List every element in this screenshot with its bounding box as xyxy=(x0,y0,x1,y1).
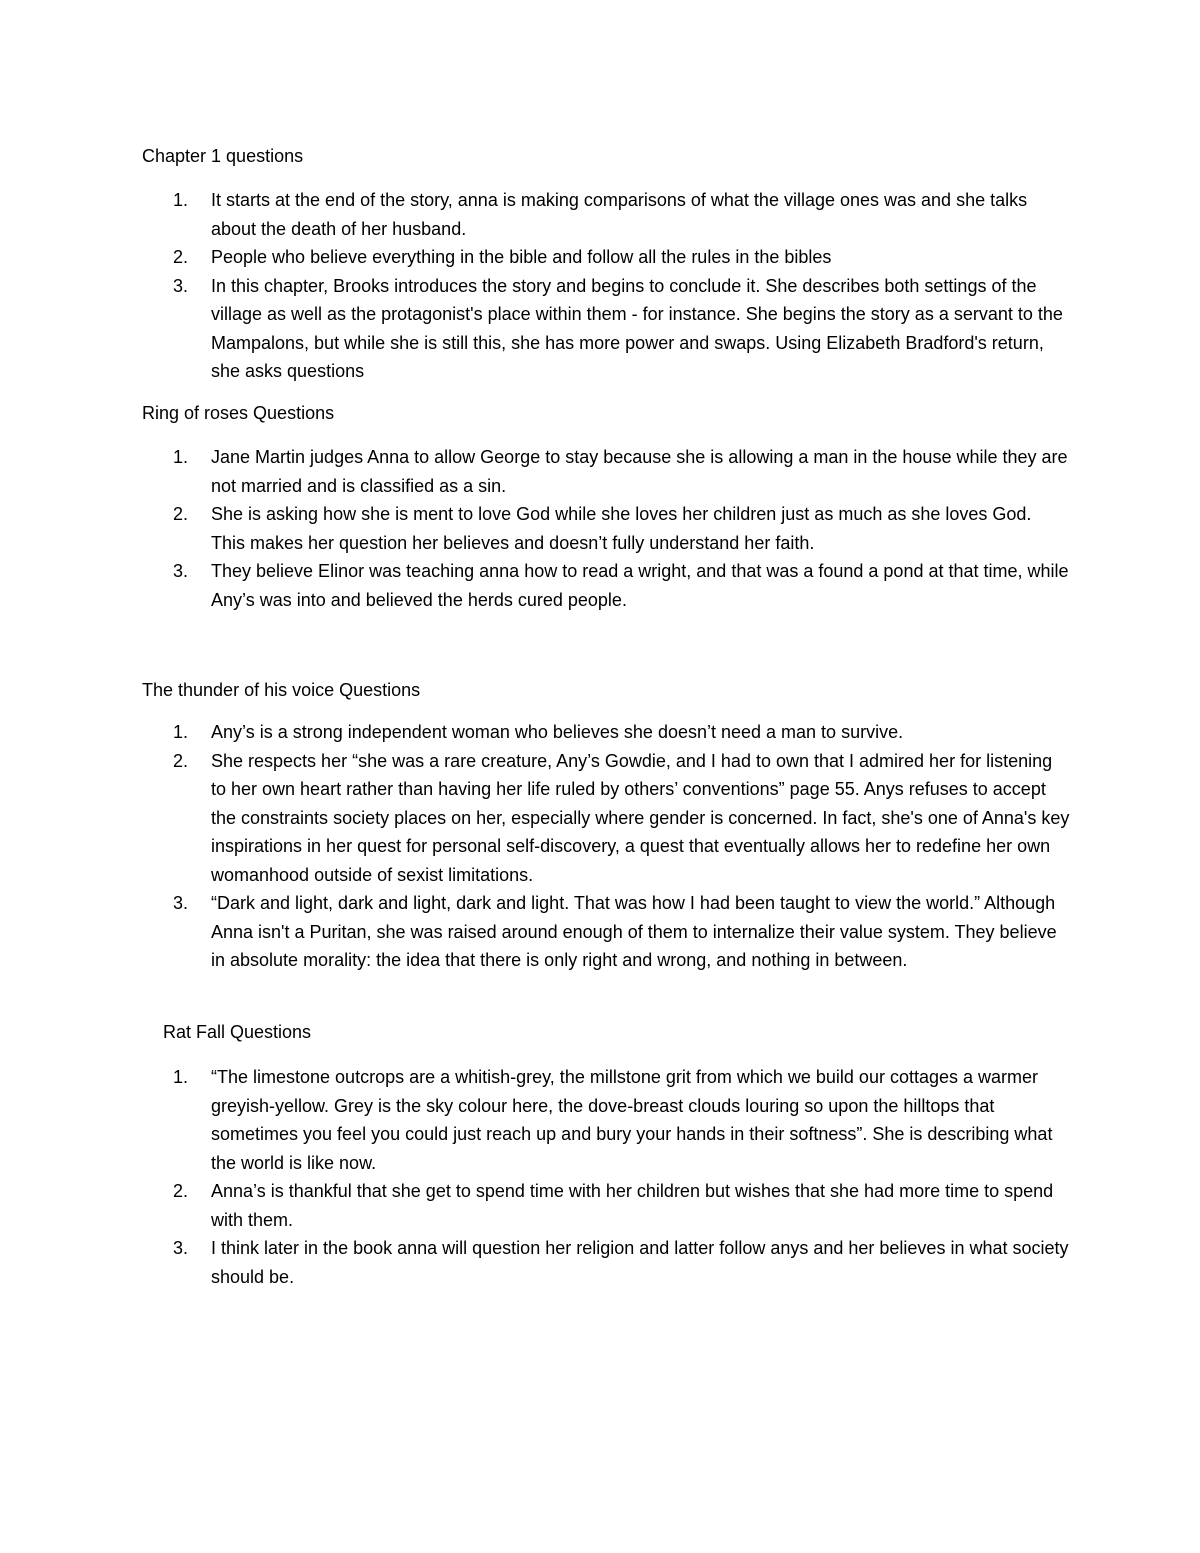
list-item-number: 3. xyxy=(173,561,189,581)
list-item-number: 3. xyxy=(173,275,189,296)
list-item-number: 2. xyxy=(173,1181,189,1201)
list-item xyxy=(0,889,1200,975)
section-heading-ring-of-roses: Ring of roses Questions xyxy=(142,403,335,423)
list-item-text: Jane Martin judges Anna to allow George to stay because she is allowing a man in the house while they are not married and is classified as a sin. xyxy=(211,447,1068,496)
list-item-number: 2. xyxy=(173,504,189,524)
list-item-number: 3. xyxy=(173,1238,189,1258)
section-heading-chapter-1: Chapter 1 questions xyxy=(142,146,304,166)
list-item-text: She respects her “she was a rare creature, Any’s Gowdie, and I had to own that I admired her for listening to her own heart rather than having her life ruled by others’ conventions” page 55. Anys refuses to accept the constraints society places on her, especially where gender is concerned. In fact, she's one of Anna's key inspirations in her quest for personal self-discovery, a quest that eventually allows her to redefine her own womanhood outside of sexist limitations. xyxy=(211,750,1070,885)
list-item-number: 3. xyxy=(173,893,189,913)
list-item-number: 2. xyxy=(173,750,189,771)
list-item-text: In this chapter, Brooks introduces the story and begins to conclude it. She describes both settings of the village as well as the protagonist's place within them - for instance. She begins the story as a servant to the Mampalons, but while she is still this, she has more power and swaps. Using Elizabeth Bradford's return, she asks questions xyxy=(211,275,1063,381)
list-item-text: “The limestone outcrops are a whitish-grey, the millstone grit from which we build our cottages a warmer greyish-yellow. Grey is the sky colour here, the dove-breast clouds louring so upon the hilltops that sometimes you feel you could just reach up and bury your hands in their softness”. She is describing what the world is like now. xyxy=(211,1067,1053,1173)
list-item-number: 1. xyxy=(173,1067,189,1087)
list-item-number: 1. xyxy=(173,190,189,210)
list-item-text: “Dark and light, dark and light, dark and light. That was how I had been taught to view the world.” Although Anna isn't a Puritan, she was raised around enough of them to internalize their value system. They believe in absolute morality: the idea that there is only right and wrong, and nothing in between. xyxy=(211,893,1057,970)
list-item-text: They believe Elinor was teaching anna how to read a wright, and that was a found a pond at that time, while Any’s was into and believed the herds cured people. xyxy=(211,561,1069,610)
list-item xyxy=(0,1234,1200,1291)
question-list-thunder-of-his-voice xyxy=(0,718,1200,975)
list-item-number: 1. xyxy=(173,722,189,742)
list-item xyxy=(0,718,1200,747)
list-item xyxy=(0,1063,1200,1177)
question-list-chapter-1 xyxy=(0,186,1200,386)
list-item-number: 1. xyxy=(173,447,189,467)
list-item xyxy=(0,272,1200,386)
question-list-ring-of-roses xyxy=(0,443,1200,614)
list-item-text: People who believe everything in the bible and follow all the rules in the bibles xyxy=(211,247,832,267)
list-item-number: 2. xyxy=(173,247,189,267)
list-item xyxy=(0,443,1200,500)
section-heading-thunder-of-his-voice: The thunder of his voice Questions xyxy=(142,680,421,700)
list-item-text: It starts at the end of the story, anna is making comparisons of what the village ones was and she talks about the death of her husband. xyxy=(211,190,1028,239)
list-item-text: Any’s is a strong independent woman who believes she doesn’t need a man to survive. xyxy=(211,722,904,742)
question-list-rat-fall xyxy=(0,1063,1200,1291)
section-heading-rat-fall: Rat Fall Questions xyxy=(163,1022,312,1042)
list-item xyxy=(0,557,1200,614)
list-item-text: Anna’s is thankful that she get to spend time with her children but wishes that she had more time to spend with them. xyxy=(211,1181,1054,1230)
list-item xyxy=(0,186,1200,243)
list-item-text: I think later in the book anna will question her religion and latter follow anys and her believes in what society should be. xyxy=(211,1238,1069,1287)
list-item xyxy=(0,1177,1200,1234)
list-item-text: She is asking how she is ment to love God while she loves her children just as much as she loves God. This makes her question her believes and doesn’t fully understand her faith. xyxy=(211,504,1032,553)
list-item xyxy=(0,243,1200,272)
list-item xyxy=(0,747,1200,890)
list-item xyxy=(0,500,1200,557)
